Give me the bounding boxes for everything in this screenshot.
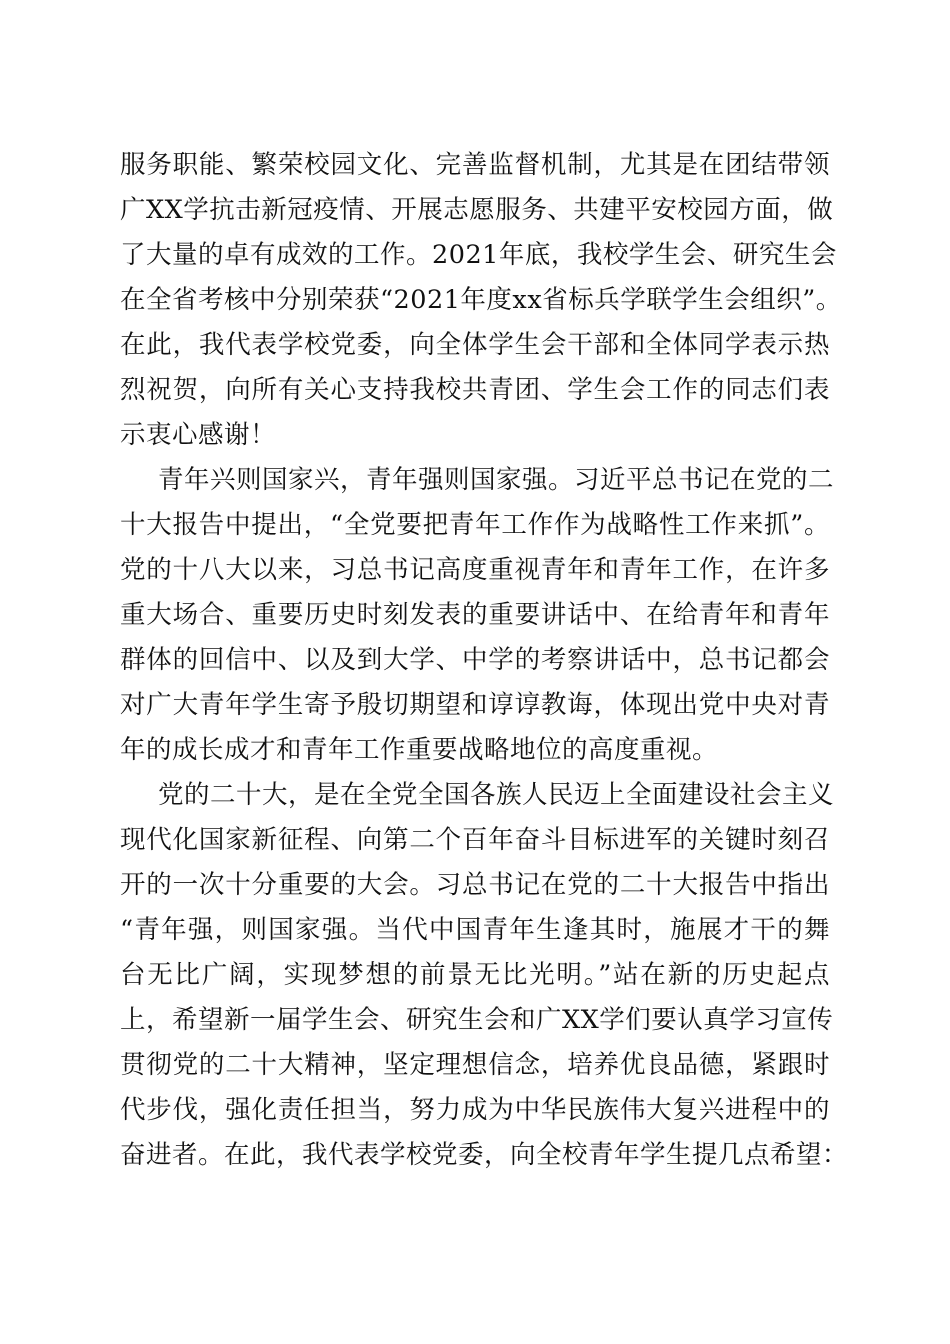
text-line: 青年兴则国家兴，青年强则国家强。习近平总书记在党的二: [158, 465, 835, 495]
text-line: 贯彻党的二十大精神，坚定理想信念，培养优良品德，紧跟时: [120, 1050, 830, 1080]
text-line: 烈祝贺，向所有关心支持我校共青团、学生会工作的同志们表: [120, 375, 830, 405]
paragraph-1: [120, 143, 842, 458]
text-line: 党的二十大，是在全党全国各族人民迈上全面建设社会主义: [158, 780, 835, 810]
text-line: 开的一次十分重要的大会。习总书记在党的二十大报告中指出: [120, 870, 830, 900]
text-line: 在此，我代表学校党委，向全体学生会干部和全体同学表示热: [120, 330, 830, 360]
text-line: 了大量的卓有成效的工作。2021年底，我校学生会、研究生会: [120, 240, 837, 270]
text-line: 在全省考核中分别荣获“2021年度xx省标兵学联学生会组织”。: [120, 285, 842, 315]
text-line: 党的十八大以来，习总书记高度重视青年和青年工作，在许多: [120, 555, 830, 585]
text-line: 现代化国家新征程、向第二个百年奋斗目标进军的关键时刻召: [120, 825, 830, 855]
text-line: 广XX学抗击新冠疫情、开展志愿服务、共建平安校园方面，做: [120, 195, 834, 225]
text-line: 上，希望新一届学生会、研究生会和广XX学们要认真学习宣传: [120, 1005, 834, 1035]
text-line: 代步伐，强化责任担当，努力成为中华民族伟大复兴进程中的: [120, 1095, 830, 1125]
text-line: 示衷心感谢！: [120, 420, 277, 450]
text-line: 重大场合、重要历史时刻发表的重要讲话中、在给青年和青年: [120, 600, 830, 630]
text-line: 群体的回信中、以及到大学、中学的考察讲话中，总书记都会: [120, 645, 830, 675]
body-text: [120, 143, 849, 1178]
text-line: 对广大青年学生寄予殷切期望和谆谆教诲，体现出党中央对青: [120, 690, 830, 720]
text-line: “青年强，则国家强。当代中国青年生逢其时，施展才干的舞: [120, 915, 830, 945]
paragraph-2: [120, 458, 835, 773]
text-line: 奋进者。在此，我代表学校党委，向全校青年学生提几点希望：: [120, 1140, 849, 1170]
text-line: 服务职能、繁荣校园文化、完善监督机制，尤其是在团结带领: [120, 150, 830, 180]
paragraph-3: [120, 773, 849, 1178]
text-line: 年的成长成才和青年工作重要战略地位的高度重视。: [120, 735, 719, 765]
text-line: 台无比广阔，实现梦想的前景无比光明。”站在新的历史起点: [120, 960, 830, 990]
text-line: 十大报告中提出，“全党要把青年工作作为战略性工作来抓”。: [120, 510, 830, 540]
